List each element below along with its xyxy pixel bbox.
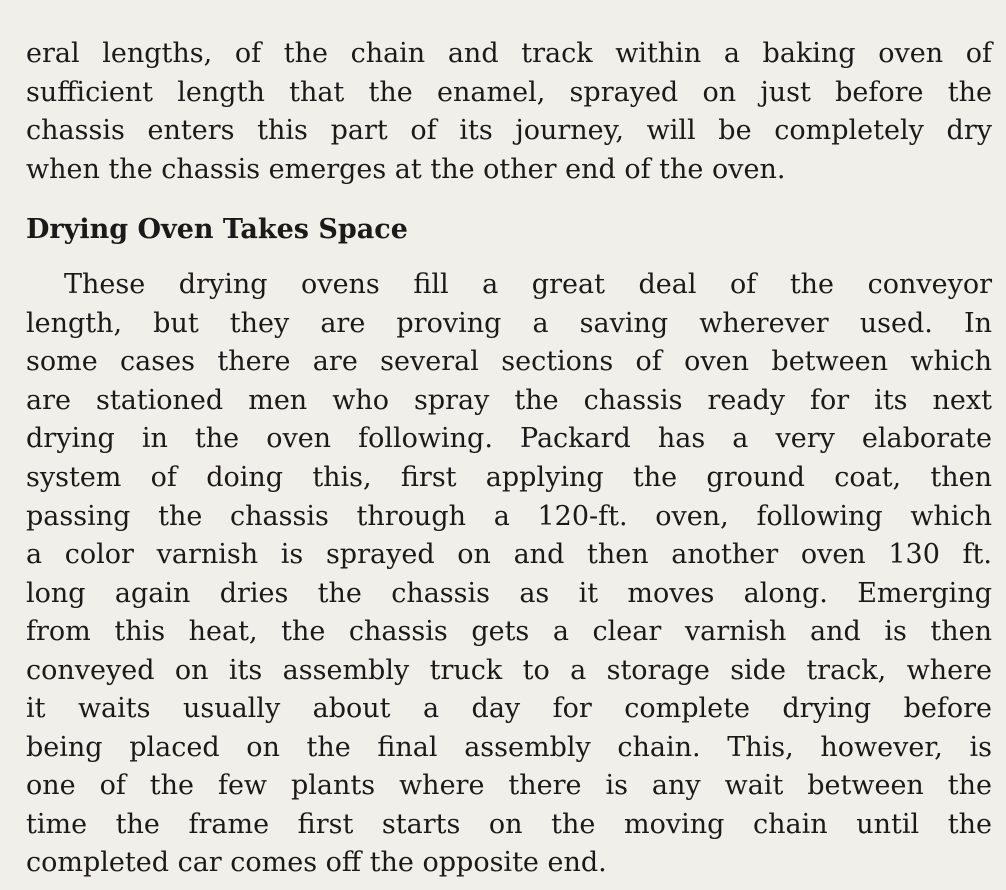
paragraph-2-line-4: are stationed men who spray the chassis ready for its next (26, 385, 992, 416)
paragraph-1-line-3: chassis enters this part of its journey, will be completely dry (26, 115, 992, 146)
paragraph-2-line-12: it waits usually about a day for complete drying before (26, 693, 992, 724)
paragraph-2-line-13: being placed on the final assembly chain. This, however, is (26, 732, 992, 763)
paragraph-2-line-3: some cases there are several sections of oven between which (26, 346, 992, 377)
paragraph-2-line-9: long again dries the chassis as it moves along. Emerging (26, 578, 992, 609)
paragraph-2-line-6: system of doing this, first applying the ground coat, then (26, 462, 992, 493)
paragraph-2-line-8: a color varnish is sprayed on and then another oven 130 ft. (26, 539, 992, 570)
paragraph-2-line-7: passing the chassis through a 120-ft. oven, following which (26, 501, 992, 532)
section-heading: Drying Oven Takes Space (26, 214, 408, 245)
paragraph-2-line-10: from this heat, the chassis gets a clear varnish and is then (26, 616, 992, 647)
paragraph-2-line-2: length, but they are proving a saving wherever used. In (26, 308, 992, 339)
paragraph-1-line-4: when the chassis emerges at the other end of the oven. (26, 154, 786, 185)
paragraph-1-line-2: sufficient length that the enamel, sprayed on just before the (26, 77, 992, 108)
paragraph-2-line-15: time the frame first starts on the moving chain until the (26, 809, 992, 840)
paragraph-2-line-11: conveyed on its assembly truck to a storage side track, where (26, 655, 992, 686)
paragraph-1-line-1: eral lengths, of the chain and track within a baking oven of (26, 38, 992, 69)
paragraph-2-line-16: completed car comes off the opposite end. (26, 847, 607, 878)
paragraph-2-line-5: drying in the oven following. Packard has a very elaborate (26, 423, 992, 454)
paragraph-2-line-14: one of the few plants where there is any wait between the (26, 770, 992, 801)
paragraph-2-line-1: These drying ovens fill a great deal of the conveyor (64, 269, 992, 300)
